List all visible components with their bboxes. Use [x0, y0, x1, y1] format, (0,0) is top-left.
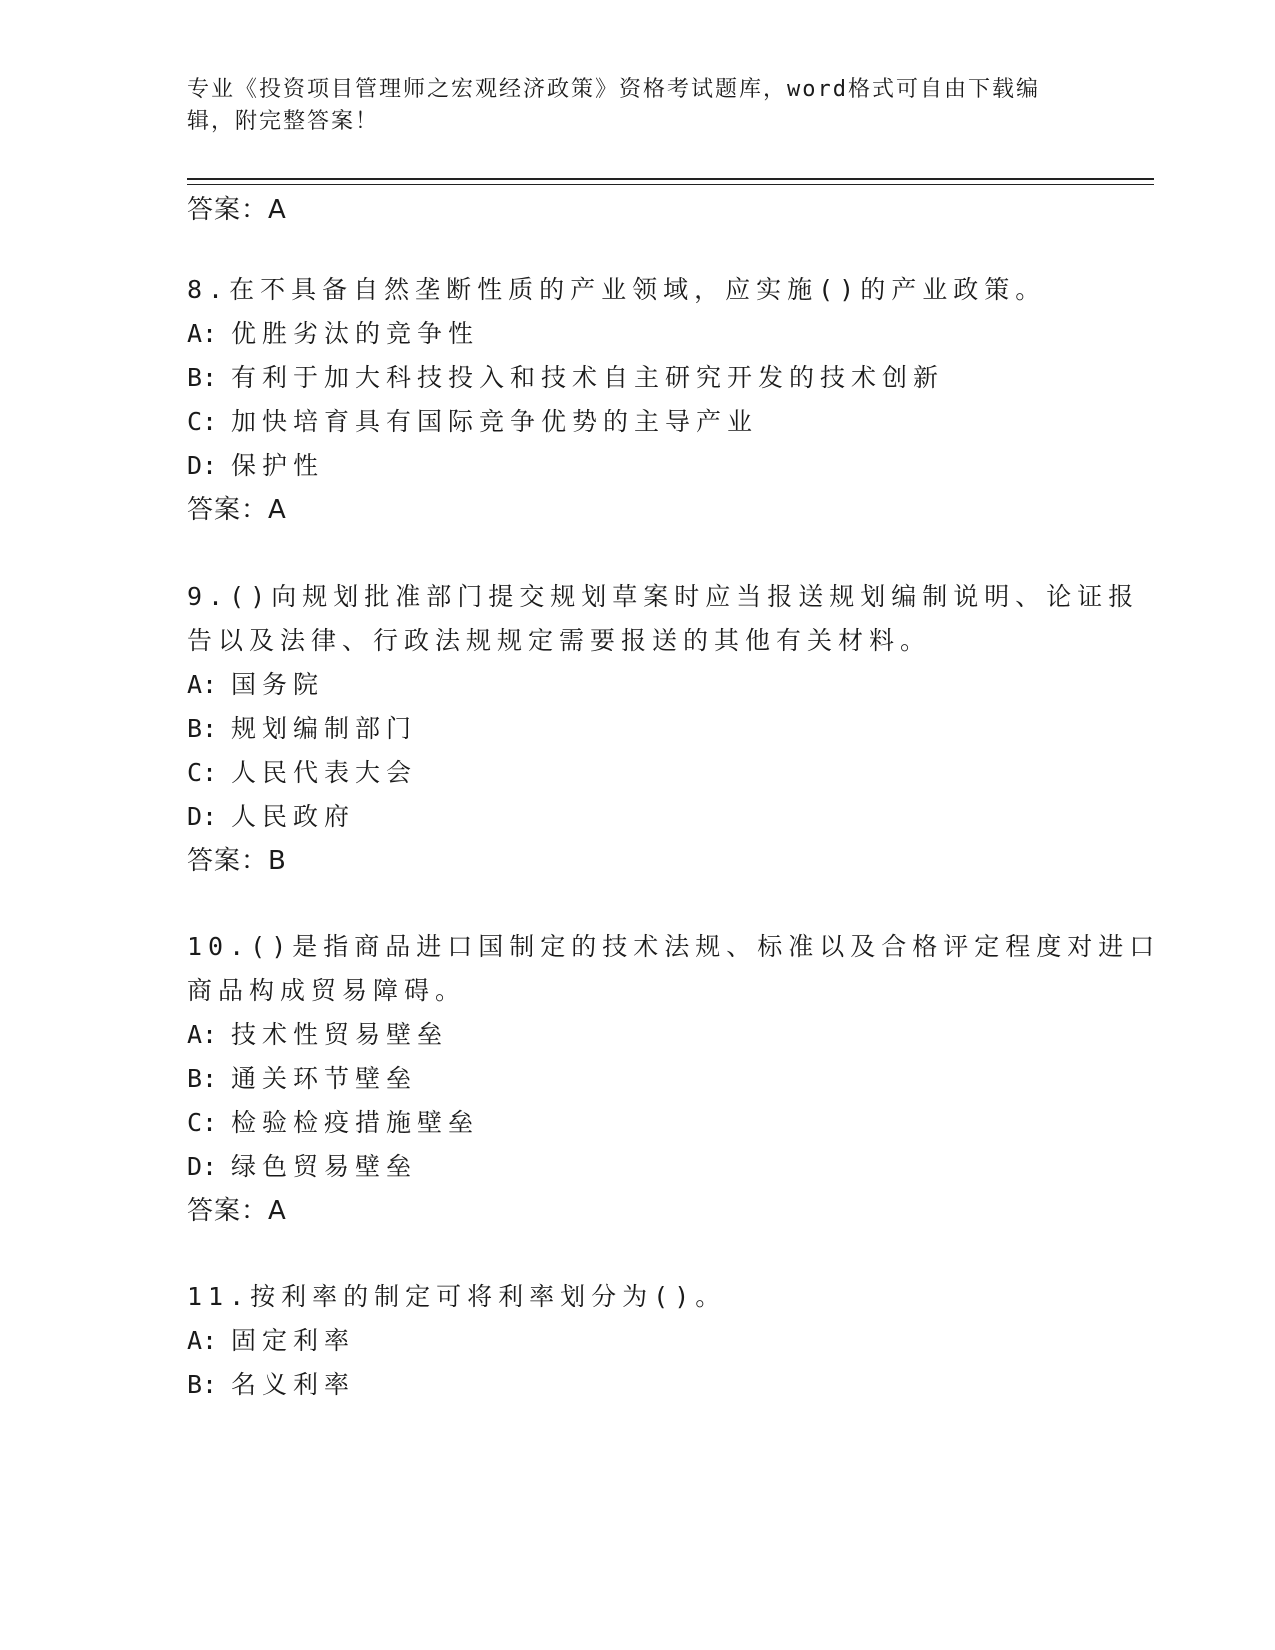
question-stem: 9.()向规划批准部门提交规划草案时应当报送规划编制说明、论证报 [187, 582, 1140, 611]
option-item [187, 405, 758, 439]
header-rule-thick [187, 178, 1154, 180]
option-letter: C: [187, 1108, 218, 1137]
option-item [187, 317, 479, 351]
answer-line: 答案：A [187, 1196, 287, 1226]
option-letter: B: [187, 714, 218, 743]
option-letter: A: [187, 1326, 218, 1355]
option-item [187, 668, 324, 702]
option-text: 检验检疫措施壁垒 [231, 1108, 480, 1137]
option-text: 加快培育具有国际竞争优势的主导产业 [231, 407, 759, 436]
answer-line: 答案：B [187, 846, 287, 876]
option-text: 国务院 [231, 670, 325, 699]
option-letter: B: [187, 1064, 218, 1093]
option-letter: B: [187, 363, 218, 392]
option-text: 保护性 [231, 451, 325, 480]
header-rule-thin [187, 184, 1154, 185]
option-letter: A: [187, 1020, 218, 1049]
question-stem: 8.在不具备自然垄断性质的产业领域，应实施()的产业政策。 [187, 275, 1047, 304]
option-text: 技术性贸易壁垒 [231, 1020, 449, 1049]
option-item [187, 712, 417, 746]
option-letter: D: [187, 1152, 218, 1181]
option-text: 固定利率 [231, 1326, 356, 1355]
option-item [187, 361, 944, 395]
option-item [187, 1368, 355, 1402]
option-text: 通关环节壁垒 [231, 1064, 418, 1093]
header-line-2: 辑，附完整答案！ [187, 109, 380, 134]
option-letter: D: [187, 802, 218, 831]
option-text: 人民政府 [231, 802, 356, 831]
option-letter: A: [187, 319, 218, 348]
option-text: 人民代表大会 [231, 758, 418, 787]
option-text: 名义利率 [231, 1370, 356, 1399]
option-letter: D: [187, 451, 218, 480]
option-item [187, 800, 355, 834]
option-text: 有利于加大科技投入和技术自主研究开发的技术创新 [231, 363, 945, 392]
answer-line: 答案：A [187, 495, 287, 525]
question-stem: 11.按利率的制定可将利率划分为()。 [187, 1282, 727, 1311]
option-item [187, 1150, 417, 1184]
option-letter: C: [187, 407, 218, 436]
answer-line: 答案：A [187, 195, 287, 225]
option-item [187, 1106, 479, 1140]
option-item [187, 1018, 448, 1052]
option-item [187, 1324, 355, 1358]
option-letter: B: [187, 1370, 218, 1399]
option-text: 绿色贸易壁垒 [231, 1152, 418, 1181]
option-letter: C: [187, 758, 218, 787]
option-text: 规划编制部门 [231, 714, 418, 743]
question-stem: 告以及法律、行政法规规定需要报送的其他有关材料。 [187, 626, 932, 655]
header-line-1: 专业《投资项目管理师之宏观经济政策》资格考试题库，word格式可自由下载编 [187, 77, 1040, 102]
document-header [187, 74, 1067, 138]
option-text: 优胜劣汰的竞争性 [231, 319, 480, 348]
option-letter: A: [187, 670, 218, 699]
question-stem: 10.()是指商品进口国制定的技术法规、标准以及合格评定程度对进口 [187, 932, 1161, 961]
option-item [187, 449, 324, 483]
option-item [187, 756, 417, 790]
option-item [187, 1062, 417, 1096]
question-stem: 商品构成贸易障碍。 [187, 976, 467, 1005]
